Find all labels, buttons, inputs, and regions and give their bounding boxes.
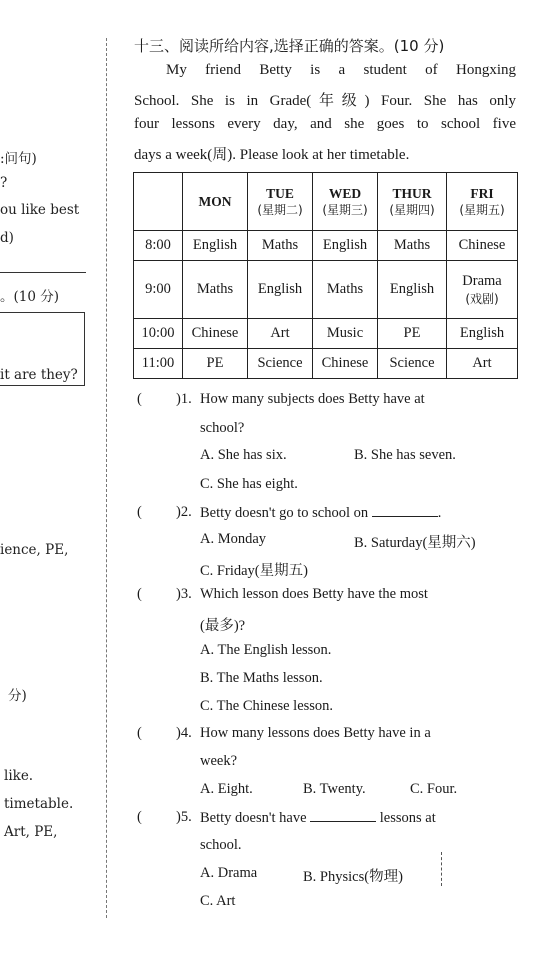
lesson-cell: English (447, 319, 518, 349)
lesson-cell: English (378, 261, 447, 319)
time-cell: 10:00 (134, 319, 183, 349)
lesson-cell: Maths (183, 261, 248, 319)
timetable-header-row (134, 173, 518, 231)
timetable (133, 172, 518, 379)
answer-paren: ( (137, 725, 142, 741)
passage-line: four lessons every day, and she goes to school five (134, 116, 516, 132)
lesson-cell: English (248, 261, 313, 319)
answer-paren: ( (137, 809, 142, 825)
question-number: )2. (176, 504, 192, 520)
question-text: school. (200, 837, 242, 853)
column-divider (106, 38, 107, 918)
lesson-cell: English (183, 231, 248, 261)
option-a: A. Monday (200, 531, 267, 547)
answer-paren: ( (137, 391, 142, 407)
left-fragment: d) (0, 230, 14, 246)
header-fri: FRI (星期五) (447, 173, 518, 231)
option-c: C. Friday(星期五) (200, 563, 308, 579)
answer-paren: ( (137, 586, 142, 602)
timetable-row (134, 319, 518, 349)
passage-line: School. She is in Grade(年级) Four. She has only (134, 93, 516, 109)
option-a: A. She has six. (200, 447, 287, 463)
left-fragment: ience, PE, (0, 542, 69, 558)
margin-mark (441, 852, 442, 886)
left-fragment: 。(10 分) (0, 289, 60, 305)
lesson-cell: Chinese (447, 231, 518, 261)
question-text: Betty doesn't have lessons at (200, 810, 436, 826)
time-cell: 11:00 (134, 349, 183, 379)
left-fragment: ? (0, 175, 8, 191)
question-number: )3. (176, 586, 192, 602)
timetable-row (134, 231, 518, 261)
header-tue: TUE (星期二) (248, 173, 313, 231)
lesson-cell: Chinese (313, 349, 378, 379)
lesson-cell: PE (183, 349, 248, 379)
option-b: B. Saturday(星期六) (354, 535, 476, 551)
lesson-cell: Science (248, 349, 313, 379)
lesson-cell: Maths (313, 261, 378, 319)
left-fragment: timetable. (4, 796, 74, 812)
lesson-cell: PE (378, 319, 447, 349)
answer-blank (310, 809, 376, 822)
lesson-cell: Drama (戏剧) (447, 261, 518, 319)
header-thur: THUR (星期四) (378, 173, 447, 231)
answer-paren: ( (137, 504, 142, 520)
question-text: (最多)? (200, 618, 246, 634)
passage-line: days a week(周). Please look at her timetable. (134, 147, 410, 163)
question-text: Which lesson does Betty have the most (200, 586, 428, 602)
timetable-row (134, 261, 518, 319)
left-fragment: it are they? (0, 367, 78, 383)
left-divider (0, 272, 86, 273)
lesson-cell: Music (313, 319, 378, 349)
lesson-cell: English (313, 231, 378, 261)
time-cell: 8:00 (134, 231, 183, 261)
lesson-cell: Art (447, 349, 518, 379)
option-c: C. The Chinese lesson. (200, 698, 334, 714)
timetable-row (134, 349, 518, 379)
lesson-cell: Maths (378, 231, 447, 261)
section-title: 十三、阅读所给内容,选择正确的答案。(10 分) (134, 37, 445, 55)
question-text: How many lessons does Betty have in a (200, 725, 431, 741)
question-number: )5. (176, 809, 192, 825)
question-text: school? (200, 420, 245, 436)
answer-blank (372, 504, 438, 517)
left-fragment: like. (4, 768, 34, 784)
left-fragment: :问句) (0, 151, 37, 167)
option-b: B. She has seven. (354, 447, 456, 463)
question-number: )4. (176, 725, 192, 741)
option-a: A. Eight. (200, 781, 253, 797)
lesson-cell: Maths (248, 231, 313, 261)
time-cell: 9:00 (134, 261, 183, 319)
question-text: How many subjects does Betty have at (200, 391, 425, 407)
question-text: week? (200, 753, 238, 769)
left-fragment: ou like best (0, 202, 80, 218)
lesson-cell: Science (378, 349, 447, 379)
option-b: B. Physics(物理) (303, 869, 403, 885)
question-number: )1. (176, 391, 192, 407)
left-fragment: Art, PE, (4, 824, 58, 840)
option-c: C. She has eight. (200, 476, 298, 492)
lesson-cell: Chinese (183, 319, 248, 349)
option-c: C. Art (200, 893, 236, 909)
option-a: A. The English lesson. (200, 642, 332, 658)
left-fragment: 分) (8, 688, 27, 704)
option-a: A. Drama (200, 865, 258, 881)
header-mon: MON (183, 173, 248, 231)
header-wed: WED (星期三) (313, 173, 378, 231)
passage-line: My friend Betty is a student of Hongxing (166, 62, 516, 78)
question-text: Betty doesn't go to school on . (200, 505, 442, 521)
lesson-cell: Art (248, 319, 313, 349)
timetable-corner (134, 173, 183, 231)
option-c: C. Four. (410, 781, 458, 797)
option-b: B. The Maths lesson. (200, 670, 323, 686)
option-b: B. Twenty. (303, 781, 366, 797)
